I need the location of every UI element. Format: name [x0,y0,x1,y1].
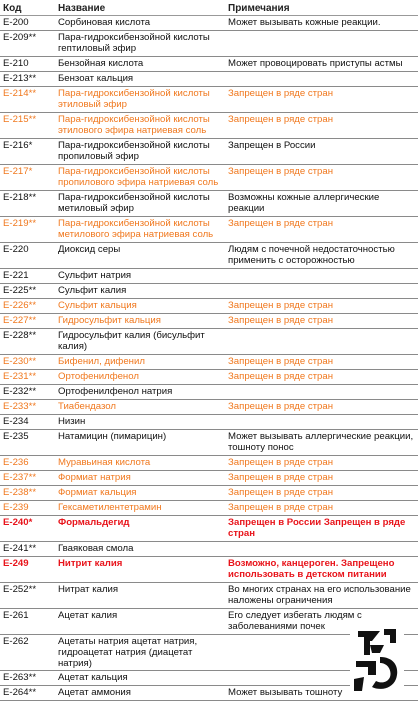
cell-name: Ацетаты натрия ацетат натрия, гидроацетат натрия (диацетат натрия) [55,635,225,671]
cell-notes: Запрещен в России Запрещен в ряде стран [225,516,418,542]
cell-notes: Запрещен в России [225,139,418,165]
table-row [0,165,418,191]
cell-notes: Запрещен в ряде стран [225,165,418,191]
cell-notes: Возможно, канцероген. Запрещено использовать в детском питании [225,557,418,583]
cell-notes: Людям с почечной недостаточностью применить с осторожностью [225,243,418,269]
table-row [0,542,418,557]
cell-notes [225,72,418,87]
cell-code: E-218** [0,191,55,217]
table-row [0,217,418,243]
cell-name: Сульфит натрия [55,269,225,284]
table-row [0,385,418,400]
cell-notes: Возможны кожные аллергические реакции [225,191,418,217]
cell-code: E-235 [0,430,55,456]
table-row [0,269,418,284]
table-row [0,516,418,542]
cell-notes [225,542,418,557]
cell-name: Пара-гидроксибензойной кислоты этилового эфира натриевая соль [55,113,225,139]
cell-code: E-215** [0,113,55,139]
table-row [0,72,418,87]
cell-code: E-217* [0,165,55,191]
cell-code: E-210 [0,57,55,72]
cell-notes: Может провоцировать приступы астмы [225,57,418,72]
cell-name: Сульфит кальция [55,299,225,314]
cell-name: Формиат натрия [55,471,225,486]
cell-code: E-241** [0,542,55,557]
cell-notes: Запрещен в ряде стран [225,456,418,471]
cell-name: Бензойная кислота [55,57,225,72]
cell-notes [225,385,418,400]
cell-name: Формиат кальция [55,486,225,501]
cell-name: Пара-гидроксибензойной кислоты пропиловый эфир [55,139,225,165]
cell-code: E-213** [0,72,55,87]
cell-notes: Запрещен в ряде стран [225,486,418,501]
header-name: Название [55,0,225,16]
cell-notes: Запрещен в ряде стран [225,355,418,370]
cell-name: Низин [55,415,225,430]
table-row [0,471,418,486]
cell-notes: Запрещен в ряде стран [225,400,418,415]
table-row [0,16,418,31]
cell-name: Пара-гидроксибензойной кислоты пропилового эфира натриевая соль [55,165,225,191]
cell-name: Ортофенилфенол натрия [55,385,225,400]
cell-name: Ацетат кальция [55,671,225,686]
table-row [0,430,418,456]
table-body [0,16,418,701]
cell-code: E-220 [0,243,55,269]
cell-name: Пара-гидроксибензойной кислоты этиловый эфир [55,87,225,113]
cell-name: Формальдегид [55,516,225,542]
cell-code: E-228** [0,329,55,355]
table-row [0,329,418,355]
cell-notes: Может вызывать тошноту [225,686,418,701]
table-row [0,415,418,430]
table-row [0,486,418,501]
table-row [0,299,418,314]
table-row [0,31,418,57]
cell-notes: Запрещен в ряде стран [225,217,418,243]
cell-name: Бифенил, дифенил [55,355,225,370]
cell-code: E-216* [0,139,55,165]
cell-code: E-261 [0,609,55,635]
table-row [0,113,418,139]
cell-name: Гваяковая смола [55,542,225,557]
cell-name: Пара-гидроксибензойной кислоты метиловый эфир [55,191,225,217]
cell-notes [225,284,418,299]
cell-notes: Запрещен в ряде стран [225,314,418,329]
cell-name: Тиабендазол [55,400,225,415]
cell-notes [225,269,418,284]
cell-notes [225,329,418,355]
table-row [0,243,418,269]
cell-notes: Запрещен в ряде стран [225,471,418,486]
cell-code: E-252** [0,583,55,609]
cell-code: E-249 [0,557,55,583]
cell-code: E-239 [0,501,55,516]
cell-name: Муравьиная кислота [55,456,225,471]
cell-name: Ацетат калия [55,609,225,635]
cell-notes: Во многих странах на его использование наложены ограничения [225,583,418,609]
cell-notes: Его следует избегать людям с заболеваниями почек [225,609,418,635]
cell-notes: Запрещен в ряде стран [225,370,418,385]
cell-name: Ортофенилфенол [55,370,225,385]
cell-name: Диоксид серы [55,243,225,269]
table-row [0,501,418,516]
cell-name: Ацетат аммония [55,686,225,701]
table-row [0,400,418,415]
header-code: Код [0,0,55,16]
cell-code: E-200 [0,16,55,31]
table-row [0,284,418,299]
corner-logo [350,627,404,693]
cell-code: E-236 [0,456,55,471]
table-row [0,557,418,583]
cell-notes: Запрещен в ряде стран [225,299,418,314]
table-row [0,57,418,72]
cell-notes [225,415,418,430]
header-notes: Примечания [225,0,418,16]
cell-code: E-209** [0,31,55,57]
cell-notes [225,31,418,57]
cell-code: E-233** [0,400,55,415]
logo-mark-icon [350,627,404,693]
table-row [0,355,418,370]
cell-name: Натамицин (пимарицин) [55,430,225,456]
cell-code: E-219** [0,217,55,243]
cell-name: Нитрат калия [55,583,225,609]
table-row [0,87,418,113]
cell-name: Гексаметилентетрамин [55,501,225,516]
table-row [0,139,418,165]
cell-code: E-262 [0,635,55,671]
cell-code: E-226** [0,299,55,314]
cell-name: Пара-гидроксибензойной кислоты метилового эфира натриевая соль [55,217,225,243]
cell-name: Гидросульфит калия (бисульфит калия) [55,329,225,355]
cell-notes: Запрещен в ряде стран [225,113,418,139]
cell-name: Пара-гидроксибензойной кислоты гептиловый эфир [55,31,225,57]
table-row [0,370,418,385]
cell-notes: Может вызывать кожные реакции. [225,16,418,31]
cell-code: E-237** [0,471,55,486]
cell-code: E-214** [0,87,55,113]
cell-code: E-234 [0,415,55,430]
cell-code: E-238** [0,486,55,501]
cell-code: E-231** [0,370,55,385]
cell-notes: Может вызывать аллергические реакции, тошноту понос [225,430,418,456]
table-row [0,314,418,329]
cell-name: Сорбиновая кислота [55,16,225,31]
cell-name: Сульфит калия [55,284,225,299]
cell-code: E-227** [0,314,55,329]
cell-code: E-230** [0,355,55,370]
cell-code: E-264** [0,686,55,701]
cell-notes: Запрещен в ряде стран [225,87,418,113]
table-row [0,456,418,471]
cell-name: Нитрит калия [55,557,225,583]
cell-notes: Запрещен в ряде стран [225,501,418,516]
cell-code: E-263** [0,671,55,686]
cell-code: E-232** [0,385,55,400]
cell-code: E-225** [0,284,55,299]
cell-name: Бензоат кальция [55,72,225,87]
table-row [0,191,418,217]
cell-code: E-240* [0,516,55,542]
table-row [0,583,418,609]
cell-code: E-221 [0,269,55,284]
cell-name: Гидросульфит кальция [55,314,225,329]
header-row [0,0,418,16]
